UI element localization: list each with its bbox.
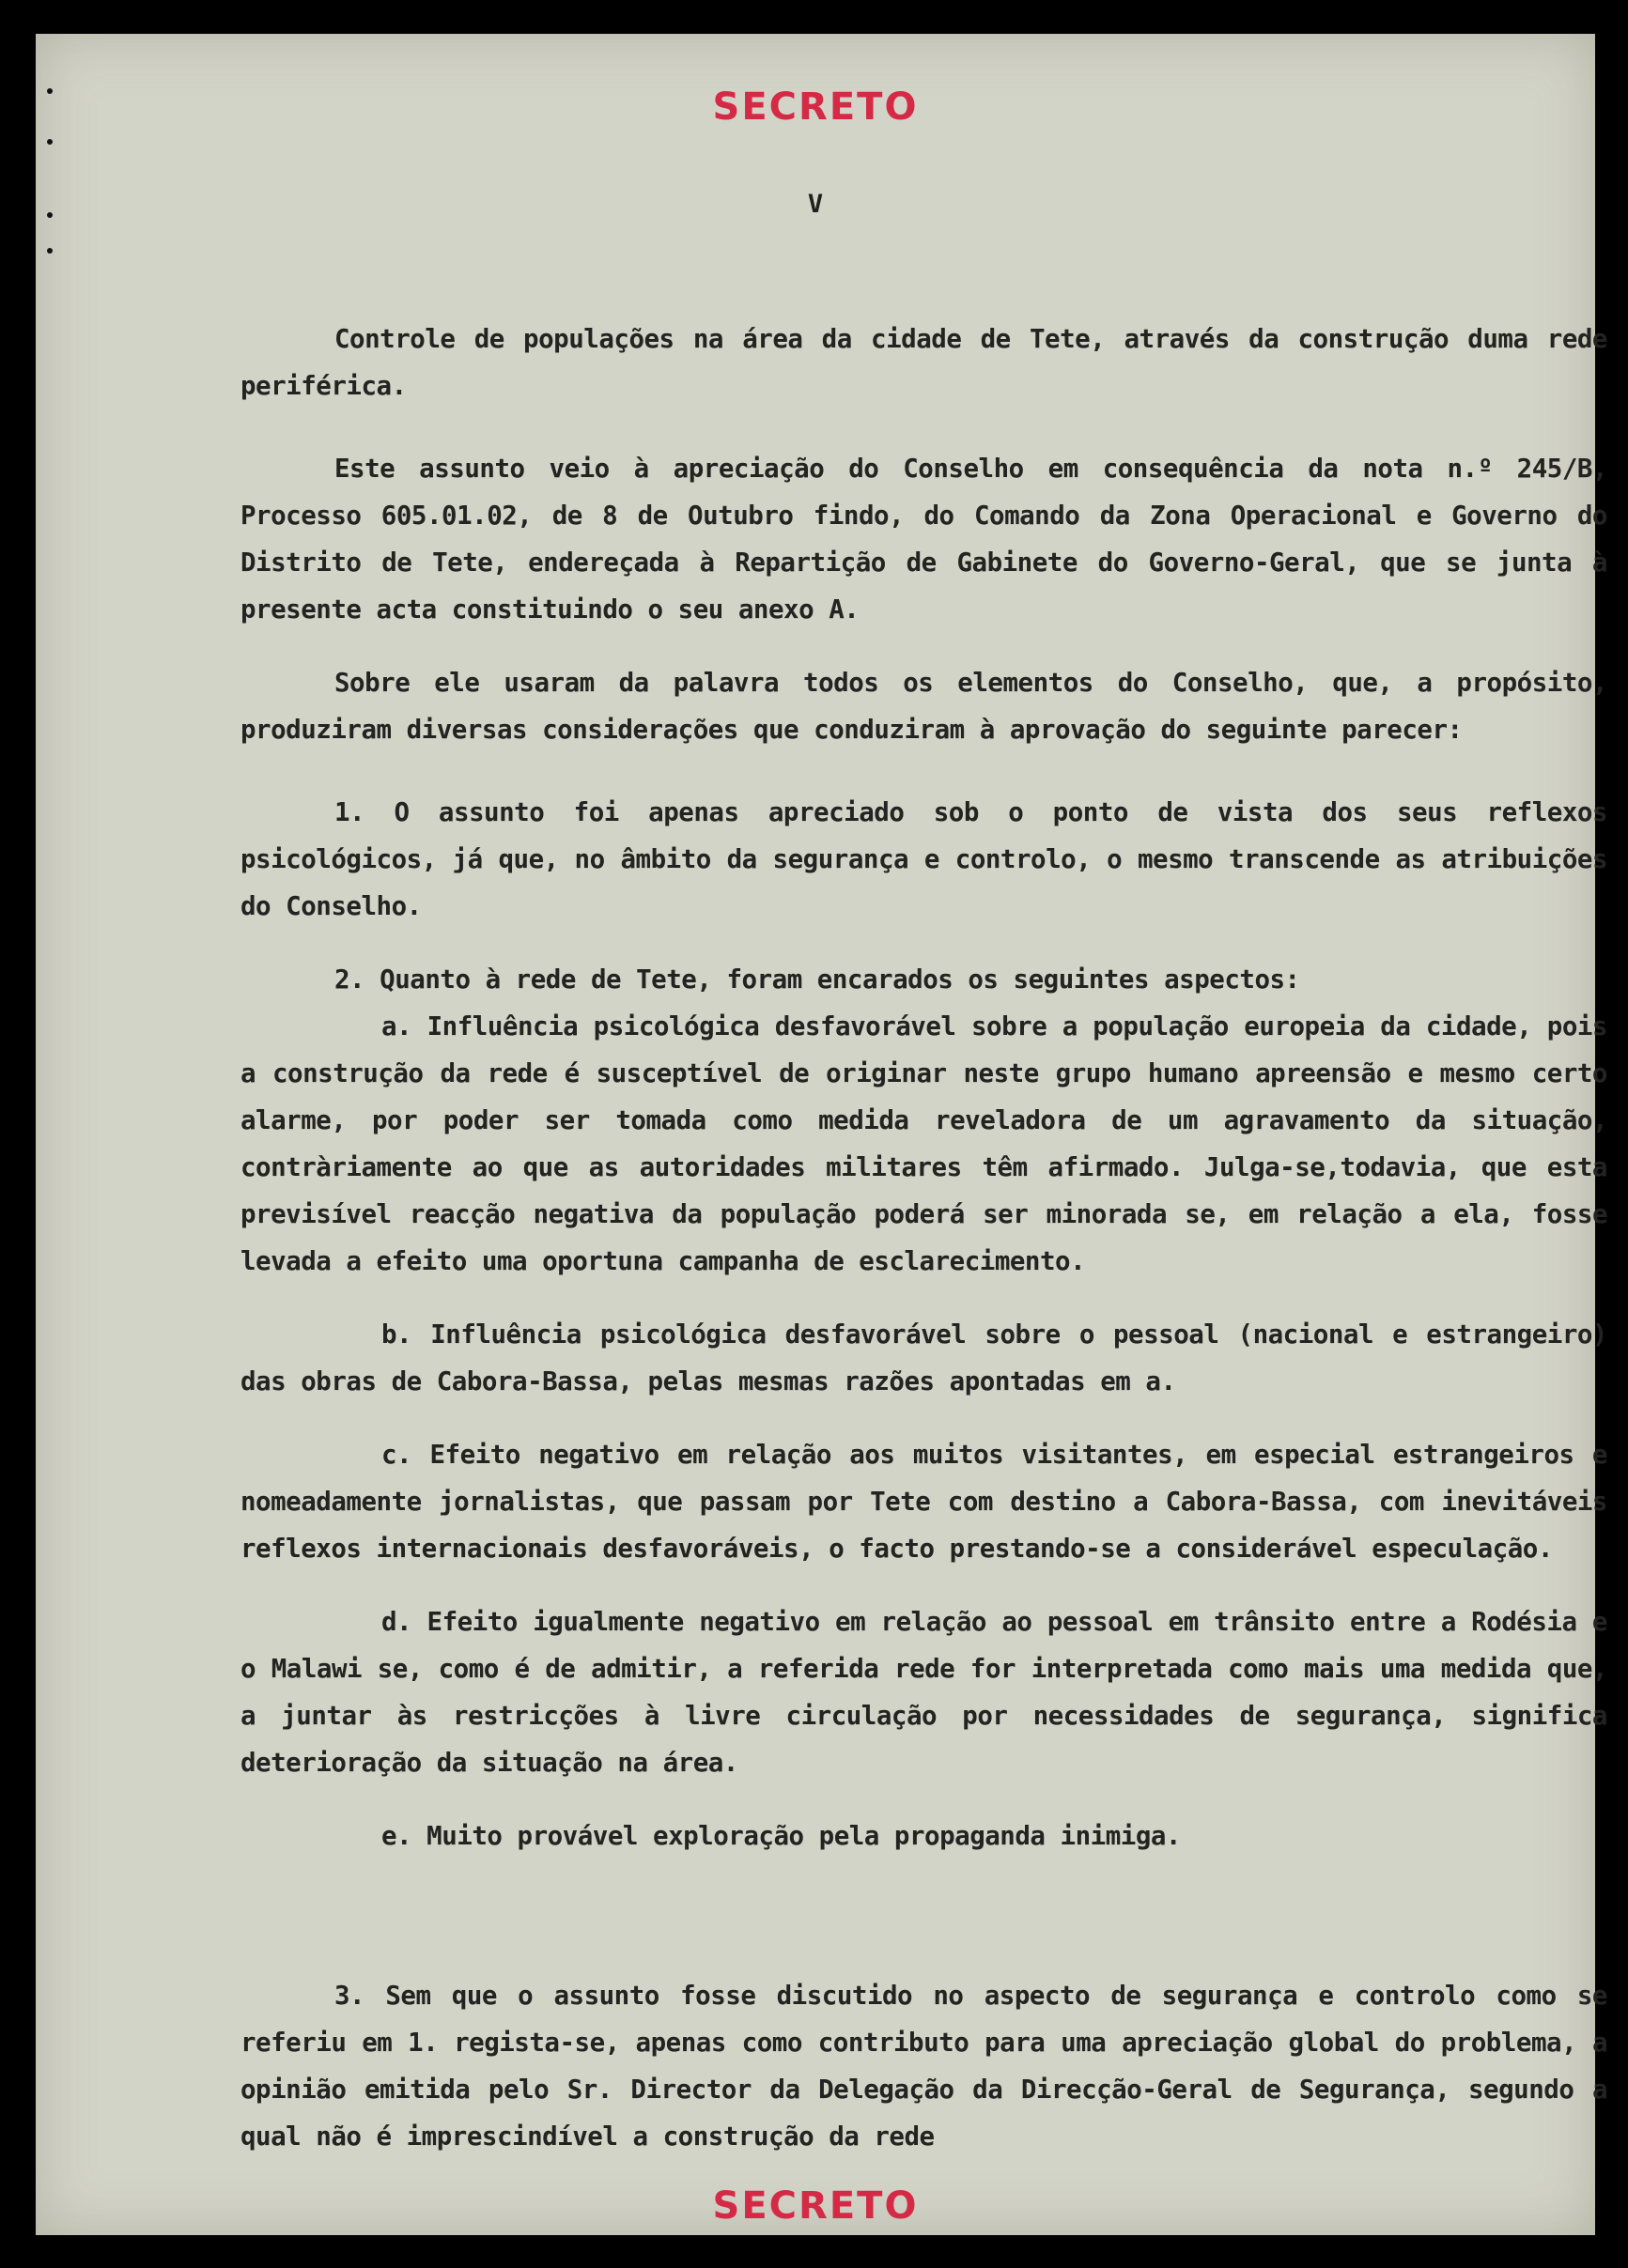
item-1: 1. O assunto foi apenas apreciado sob o ponto de vista dos seus reflexos psicológicos, já que, no âmbito da segurança e controlo, o mesmo transcende as atribuições do Conselho. [240, 797, 1607, 921]
section-title: Controle de populações na área da cidade de Tete, através da construção duma rede periférica. [240, 324, 1607, 401]
document-page [36, 34, 1607, 2235]
punch-hole [47, 248, 53, 254]
item-2e: e. Muito provável exploração pela propaganda inimiga. [381, 1821, 1181, 1851]
item-2b: b. Influência psicológica desfavorável sobre o pessoal (nacional e estrangeiro) das obras de Cabora-Bassa, pelas mesmas razões apontadas em a. [240, 1319, 1607, 1396]
item-2c: c. Efeito negativo em relação aos muitos visitantes, em especial estrangeiros e nomeadamente jornalistas, que passam por Tete com destino a Cabora-Bassa, com inevitáveis reflexos internacionais desfavoráveis, o facto prestando-se a considerável especulação. [240, 1440, 1607, 1564]
item-2: 2. Quanto à rede de Tete, foram encarados os seguintes aspectos: [334, 964, 1300, 995]
item-2d: d. Efeito igualmente negativo em relação ao pessoal em trânsito entre a Rodésia e o Malawi se, como é de admitir, a referida rede for interpretada como mais uma medida que, a juntar às restricções à livre circulação por necessidades de segurança, significa deterioração da situação na área. [240, 1607, 1607, 1778]
secret-stamp-bottom: SECRETO [712, 2184, 919, 2228]
paragraph-discussion: Sobre ele usaram da palavra todos os elementos do Conselho, que, a propósito, produziram diversas considerações que conduziram à aprovação do seguinte parecer: [240, 668, 1607, 745]
item-3: 3. Sem que o assunto fosse discutido no aspecto de segurança e controlo como se referiu em 1. regista-se, apenas como contributo para uma apreciação global do problema, a opinião emitida pelo Sr. Director da Delegação da Direcção-Geral de Segurança, segundo a qual não é imprescindível a construção da rede [240, 1981, 1607, 2152]
document-body [240, 316, 1607, 2160]
section-number: V [807, 190, 824, 219]
punch-hole [47, 139, 53, 145]
item-2a: a. Influência psicológica desfavorável sobre a população europeia da cidade, pois a construção da rede é susceptível de originar neste grupo humano apreensão e mesmo certo alarme, por poder ser tomada como medida reveladora de um agravamento da situação, contràriamente ao que as autoridades militares têm afirmado. Julga-se,todavia, que esta previsível reacção negativa da população poderá ser minorada se, em relação a ela, fosse levada a efeito uma oportuna campanha de esclarecimento. [240, 1011, 1607, 1276]
paragraph-intro: Este assunto veio à apreciação do Conselho em consequência da nota n.º 245/B, Processo 605.01.02, de 8 de Outubro findo, do Comando da Zona Operacional e Governo do Distrito de Tete, endereçada à Repartição de Gabinete do Governo-Geral, que se junta à presente acta constituindo o seu anexo A. [240, 454, 1607, 625]
secret-stamp-top: SECRETO [712, 85, 919, 129]
